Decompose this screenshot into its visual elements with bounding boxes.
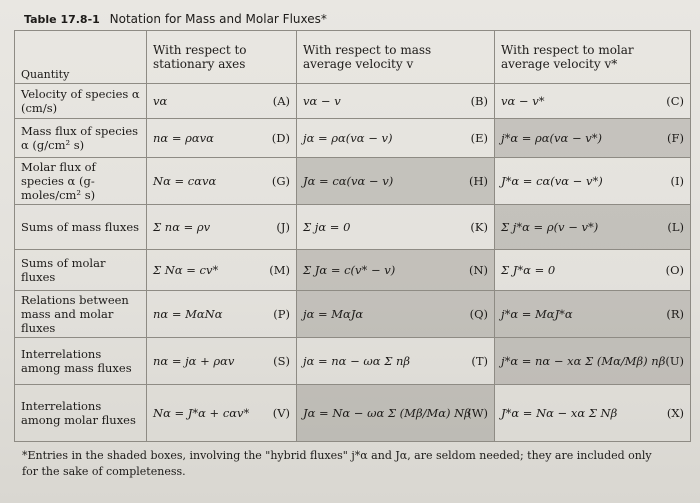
table-cell — [297, 291, 495, 338]
table-row — [15, 158, 691, 205]
cell-expression: Nα = cαvα — [153, 174, 217, 188]
equation-tag: (L) — [667, 220, 684, 234]
equation-tag: (Q) — [469, 307, 488, 321]
row-label: Relations between mass and molar fluxes — [15, 291, 147, 338]
equation-tag: (J) — [276, 220, 290, 234]
header-row — [15, 31, 691, 84]
equation-tag: (S) — [273, 354, 290, 368]
table-cell — [297, 385, 495, 442]
cell-expression: Σ Nα = cv* — [153, 263, 219, 277]
header-stationary-line1: With respect to — [153, 43, 247, 57]
header-molar-average-line1: With respect to molar — [501, 43, 634, 57]
table-cell — [297, 158, 495, 205]
row-label: Mass flux of species α (g/cm² s) — [15, 119, 147, 158]
cell-expression: nα = jα + ραv — [153, 354, 235, 368]
cell-expression: Σ Jα = c(v* − v) — [303, 263, 396, 277]
table-cell — [495, 84, 691, 119]
notation-table — [14, 30, 691, 442]
equation-tag: (T) — [471, 354, 488, 368]
table-cell — [147, 84, 297, 119]
equation-tag: (W) — [467, 406, 488, 420]
equation-tag: (X) — [666, 406, 684, 420]
row-label: Sums of mass fluxes — [15, 205, 147, 250]
table-cell — [495, 338, 691, 385]
table-cell — [297, 205, 495, 250]
table-cell — [297, 250, 495, 291]
table-row — [15, 119, 691, 158]
cell-expression: Jα = cα(vα − v) — [303, 174, 394, 188]
table-row — [15, 291, 691, 338]
table-cell — [495, 205, 691, 250]
table-cell — [495, 119, 691, 158]
cell-expression: vα — [153, 94, 168, 108]
equation-tag: (D) — [271, 131, 290, 145]
header-molar-average — [495, 31, 691, 84]
equation-tag: (B) — [470, 94, 488, 108]
cell-expression: jα = nα − ωα Σ nβ — [303, 354, 411, 368]
table-cell — [147, 291, 297, 338]
equation-tag: (U) — [665, 354, 684, 368]
table-row — [15, 385, 691, 442]
table-cell — [147, 385, 297, 442]
table-row — [15, 250, 691, 291]
equation-tag: (N) — [468, 263, 488, 277]
header-stationary-line2: stationary axes — [153, 57, 246, 71]
equation-tag: (O) — [665, 263, 684, 277]
equation-tag: (C) — [666, 94, 684, 108]
cell-expression: Σ jα = 0 — [303, 220, 351, 234]
equation-tag: (M) — [269, 263, 290, 277]
equation-tag: (I) — [670, 174, 684, 188]
header-mass-average — [297, 31, 495, 84]
equation-tag: (H) — [468, 174, 488, 188]
row-label: Sums of molar fluxes — [15, 250, 147, 291]
table-cell — [147, 119, 297, 158]
table-cell — [495, 158, 691, 205]
cell-expression: j*α = nα − xα Σ (Mα/Mβ) nβ — [501, 354, 666, 368]
cell-expression: Nα = J*α + cαv* — [153, 406, 250, 420]
table-cell — [297, 338, 495, 385]
equation-tag: (P) — [273, 307, 290, 321]
table-cell — [297, 84, 495, 119]
cell-expression: j*α = MαJ*α — [501, 307, 573, 321]
cell-expression: Σ j*α = ρ(v − v*) — [501, 220, 599, 234]
row-label: Velocity of species α (cm/s) — [15, 84, 147, 119]
table-cell — [297, 119, 495, 158]
cell-expression: vα − v* — [501, 94, 545, 108]
cell-expression: J*α = cα(vα − v*) — [501, 174, 603, 188]
row-label: Interrelations among mass fluxes — [15, 338, 147, 385]
header-molar-average-line2: average velocity v* — [501, 57, 618, 71]
cell-expression: nα = ραvα — [153, 131, 214, 145]
row-label: Interrelations among molar fluxes — [15, 385, 147, 442]
table-cell — [147, 205, 297, 250]
equation-tag: (A) — [272, 94, 290, 108]
cell-expression: nα = MαNα — [153, 307, 223, 321]
table-title: Notation for Mass and Molar Fluxes* — [109, 12, 327, 26]
table-number: Table 17.8-1 — [24, 13, 100, 26]
cell-expression: vα − v — [303, 94, 341, 108]
header-mass-average-line2: average velocity v — [303, 57, 414, 71]
equation-tag: (E) — [470, 131, 488, 145]
cell-expression: Σ nα = ρv — [153, 220, 211, 234]
table-caption — [24, 12, 327, 26]
cell-expression: Σ J*α = 0 — [501, 263, 556, 277]
cell-expression: J*α = Nα − xα Σ Nβ — [501, 406, 618, 420]
table-cell — [147, 158, 297, 205]
row-label: Molar flux of species α (g-moles/cm² s) — [15, 158, 147, 205]
cell-expression: jα = ρα(vα − v) — [303, 131, 393, 145]
cell-expression: j*α = ρα(vα − v*) — [501, 131, 602, 145]
equation-tag: (K) — [470, 220, 488, 234]
table-row — [15, 338, 691, 385]
table-cell — [495, 250, 691, 291]
table-row — [15, 205, 691, 250]
equation-tag: (F) — [667, 131, 684, 145]
cell-expression: jα = MαJα — [303, 307, 364, 321]
header-quantity: Quantity — [15, 31, 147, 84]
table-cell — [147, 250, 297, 291]
table-footnote: *Entries in the shaded boxes, involving the "hybrid fluxes" j*α and Jα, are seldom needed; they are included only for the sake of completeness. — [22, 449, 652, 478]
cell-expression: Jα = Nα − ωα Σ (Mβ/Mα) Nβ — [303, 406, 471, 420]
table-cell — [495, 385, 691, 442]
table-row — [15, 84, 691, 119]
equation-tag: (G) — [271, 174, 290, 188]
table-cell — [147, 338, 297, 385]
equation-tag: (R) — [666, 307, 684, 321]
equation-tag: (V) — [272, 406, 290, 420]
header-stationary — [147, 31, 297, 84]
table-cell — [495, 291, 691, 338]
header-mass-average-line1: With respect to mass — [303, 43, 432, 57]
